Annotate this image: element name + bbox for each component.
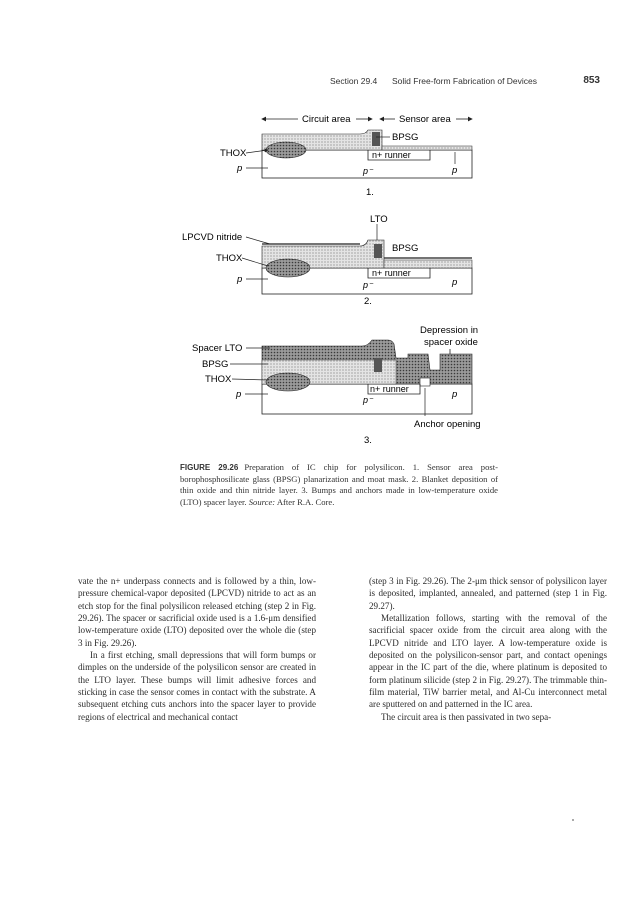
lto-label: LTO — [370, 214, 388, 225]
circuit-area-label: Circuit area — [302, 114, 351, 125]
p-minus-label: p⁻ — [363, 166, 373, 176]
p-label-left-2: p — [237, 274, 243, 285]
body-column-right — [369, 575, 607, 723]
caption-source-label: Source: — [248, 496, 276, 507]
n-runner-label-3: n+ runner — [370, 384, 409, 394]
p-label-right-3: p — [452, 389, 458, 400]
p-minus-label-3: p⁻ — [363, 395, 373, 405]
paragraph: vate the n+ underpass connects and is followed by a thin, low-pressure chemical-vapor deposited (LPCVD) nitride to act as an etch stop for the final polysilicon released etching (step 2 in Fig. 29.26). The spacer or sacrificial oxide used is a 1.6-μm densified low-temperature oxide (LTO) deposited over the whole die (step 3 in Fig. 29.26). — [78, 576, 316, 648]
bpsg-label: BPSG — [392, 132, 419, 143]
diagram-step-2 — [182, 214, 472, 307]
anchor-opening-label: Anchor opening — [414, 419, 481, 430]
p-label-left-3: p — [236, 389, 242, 400]
spacer-lto-label: Spacer LTO — [192, 343, 243, 354]
paragraph: (step 3 in Fig. 29.26). The 2-μm thick sensor of polysilicon layer is deposited, implanted, annealed, and patterned (step 1 in Fig. 29.27). — [369, 576, 607, 611]
caption-text: Preparation of IC chip for polysilicon. 1. Sensor area post-borophosphosilicate glass (BPSG) planarization and moat mask. 2. Blanket deposition of thin oxide and thin nitride layer. 3. Bumps and anchors made in low-temperature oxide (LTO) spacer layer. — [180, 462, 498, 507]
n-runner-label-2: n+ runner — [372, 268, 411, 278]
scan-speck — [572, 819, 574, 821]
diagram-step-3 — [192, 325, 481, 446]
body-column-left — [78, 575, 316, 723]
p-label-right-2: p — [452, 277, 458, 288]
caption-source: After R.A. Core. — [276, 496, 335, 507]
n-runner-label: n+ runner — [372, 150, 411, 160]
section-number: Section 29.4 — [330, 76, 378, 86]
sensor-area-label: Sensor area — [399, 114, 451, 125]
depression-label-line2: spacer oxide — [424, 337, 478, 348]
diagram-step-1 — [220, 114, 472, 198]
step-1-label: 1. — [366, 187, 374, 198]
thox-label-2: THOX — [216, 253, 243, 264]
p-label-left: p — [237, 163, 243, 174]
paragraph: The circuit area is then passivated in two sepa- — [381, 711, 552, 722]
step-3-label: 3. — [364, 435, 372, 446]
p-label-right: p — [452, 165, 458, 176]
p-minus-label-2: p⁻ — [363, 280, 373, 290]
figure-caption — [180, 462, 498, 508]
bpsg-label-3: BPSG — [202, 359, 229, 370]
paragraph: In a first etching, small depressions that will form bumps or dimples on the underside of the polysilicon sensor are created in the LTO layer. These bumps will limit adhesive forces and sticking in case the sensor comes in contact with the substrate. A subsequent etching cuts anchors into the spacer layer to provide regions of electrical and mechanical contact — [78, 650, 316, 722]
lpcvd-nitride-label: LPCVD nitride — [182, 232, 243, 243]
page-number: 853 — [583, 75, 600, 86]
depression-label-line1: Depression in — [420, 325, 479, 336]
thox-label-3: THOX — [205, 374, 232, 385]
paragraph: Metallization follows, starting with the removal of the sacrificial spacer oxide from the circuit area along with the LPCVD nitride and LTO layer. A low-temperature oxide is deposited on the polysilicon-sensor part, and contact openings appear in the IC part of the die, where platinum is deposited to form platinum silicide (step 2 in Fig. 29.27). The trimmable thin-film material, TiW barrier metal, and Al-Cu interconnect metal are sputtered on and patterned in the IC area. — [369, 613, 607, 710]
bpsg-label-2: BPSG — [392, 243, 419, 254]
thox-label: THOX — [220, 148, 247, 159]
figure-label: FIGURE 29.26 — [180, 463, 239, 472]
section-title: Solid Free-form Fabrication of Devices — [392, 76, 538, 86]
step-2-label: 2. — [364, 296, 372, 307]
